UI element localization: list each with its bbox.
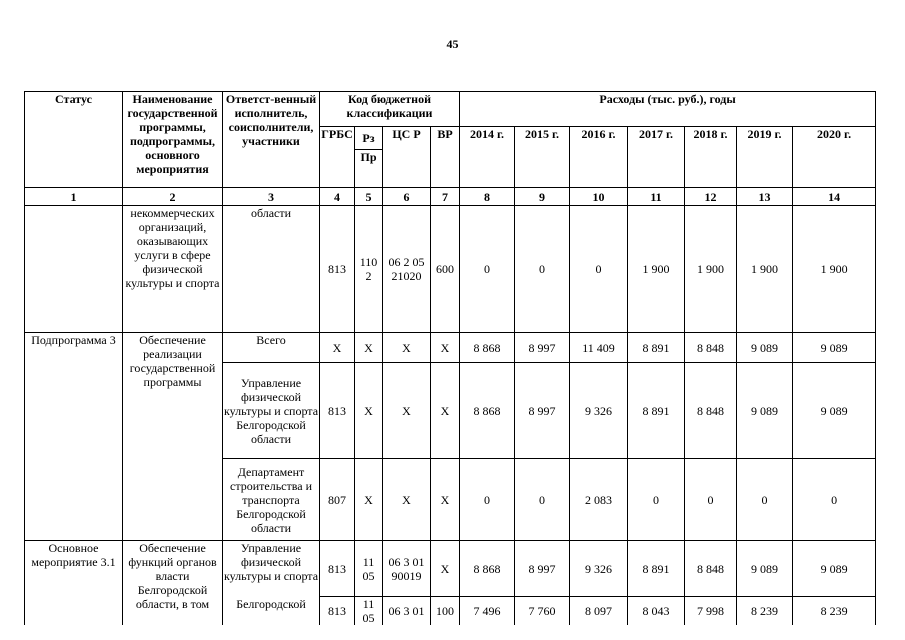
value-cell: 0 [460,459,515,541]
rzpr-cell: 110 2 [355,206,383,333]
csr-cell: 06 3 01 90019 [383,541,431,597]
header-year-2019: 2019 г. [737,127,793,188]
vr-cell: X [431,541,460,597]
column-number: 2 [123,188,223,206]
value-cell: 0 [460,206,515,333]
value-cell: 8 891 [628,363,685,459]
column-number: 11 [628,188,685,206]
rzpr-cell: X [355,363,383,459]
header-executor: Ответст-венный исполнитель, соисполнители, участники [223,92,320,188]
column-number: 13 [737,188,793,206]
header-expenses: Расходы (тыс. руб.), годы [460,92,876,127]
column-number: 4 [320,188,355,206]
value-cell: 0 [515,206,570,333]
grbs-cell: 813 [320,541,355,597]
value-cell: 8 097 [570,597,628,626]
grbs-cell: 807 [320,459,355,541]
column-number: 3 [223,188,320,206]
table-row [25,333,876,363]
column-number: 5 [355,188,383,206]
executor-cell: Белгородской [223,597,320,626]
executor-cell: области [223,206,320,333]
grbs-cell: 813 [320,363,355,459]
csr-cell: X [383,363,431,459]
value-cell: 8 868 [460,333,515,363]
column-number: 7 [431,188,460,206]
rzpr-cell: 11 05 [355,541,383,597]
value-cell: 8 848 [685,363,737,459]
value-cell: 2 083 [570,459,628,541]
header-status: Статус [25,92,123,188]
value-cell: 8 997 [515,363,570,459]
column-number: 1 [25,188,123,206]
name-cell: некоммерческих организаций, оказывающих услуги в сфере физической культуры и спорта [123,206,223,333]
executor-cell: Управление физической культуры и спорта Белгородской области [223,363,320,459]
value-cell: 9 089 [737,333,793,363]
value-cell: 0 [570,206,628,333]
budget-table [24,91,876,625]
value-cell: 9 089 [793,363,876,459]
rzpr-cell: 11 05 [355,597,383,626]
column-number: 10 [570,188,628,206]
rzpr-cell: X [355,459,383,541]
status-cell: Основное мероприятие 3.1 [25,541,123,626]
value-cell: 9 089 [793,541,876,597]
table-row [25,206,876,333]
value-cell: 8 868 [460,363,515,459]
header-rz: Рз [355,127,383,150]
name-cell: Обеспечение функций органов власти Белгородской области, в том [123,541,223,626]
header-year-2017: 2017 г. [628,127,685,188]
value-cell: 8 891 [628,541,685,597]
column-number-row [25,188,876,206]
value-cell: 0 [737,459,793,541]
value-cell: 7 496 [460,597,515,626]
header-grbs: ГРБС [320,127,355,188]
value-cell: 1 900 [737,206,793,333]
column-number: 8 [460,188,515,206]
value-cell: 8 997 [515,541,570,597]
status-cell [25,206,123,333]
value-cell: 8 997 [515,333,570,363]
header-budget-code: Код бюджетной классификации [320,92,460,127]
value-cell: 8 848 [685,333,737,363]
grbs-cell: X [320,333,355,363]
value-cell: 11 409 [570,333,628,363]
value-cell: 7 998 [685,597,737,626]
header-name: Наименование государственной программы, подпрограммы, основного мероприятия [123,92,223,188]
header-year-2020: 2020 г. [793,127,876,188]
executor-cell: Департамент строительства и транспорта Белгородской области [223,459,320,541]
value-cell: 8 239 [793,597,876,626]
value-cell: 8 868 [460,541,515,597]
column-number: 9 [515,188,570,206]
column-number: 14 [793,188,876,206]
executor-cell: Управление физической культуры и спорта [223,541,320,597]
header-year-2016: 2016 г. [570,127,628,188]
table-row [25,541,876,597]
grbs-cell: 813 [320,597,355,626]
value-cell: 1 900 [628,206,685,333]
value-cell: 1 900 [685,206,737,333]
column-number: 12 [685,188,737,206]
name-cell: Обеспечение реализации государственной программы [123,333,223,541]
header-year-2015: 2015 г. [515,127,570,188]
value-cell: 8 239 [737,597,793,626]
vr-cell: X [431,363,460,459]
vr-cell: X [431,459,460,541]
value-cell: 9 089 [737,541,793,597]
value-cell: 8 043 [628,597,685,626]
vr-cell: X [431,333,460,363]
vr-cell: 600 [431,206,460,333]
grbs-cell: 813 [320,206,355,333]
csr-cell: 06 2 05 21020 [383,206,431,333]
value-cell: 0 [793,459,876,541]
value-cell: 7 760 [515,597,570,626]
vr-cell: 100 [431,597,460,626]
value-cell: 9 089 [737,363,793,459]
page-number: 45 [446,37,459,51]
value-cell: 9 326 [570,363,628,459]
value-cell: 9 326 [570,541,628,597]
header-year-2018: 2018 г. [685,127,737,188]
rzpr-cell: X [355,333,383,363]
value-cell: 0 [515,459,570,541]
header-vr: ВР [431,127,460,188]
value-cell: 0 [685,459,737,541]
csr-cell: X [383,333,431,363]
header-year-2014: 2014 г. [460,127,515,188]
csr-cell: X [383,459,431,541]
status-cell: Подпрограмма 3 [25,333,123,541]
value-cell: 8 848 [685,541,737,597]
value-cell: 0 [628,459,685,541]
csr-cell: 06 3 01 [383,597,431,626]
header-pr: Пр [355,150,383,188]
value-cell: 9 089 [793,333,876,363]
header-csr: ЦС Р [383,127,431,188]
executor-cell: Всего [223,333,320,363]
value-cell: 8 891 [628,333,685,363]
column-number: 6 [383,188,431,206]
value-cell: 1 900 [793,206,876,333]
